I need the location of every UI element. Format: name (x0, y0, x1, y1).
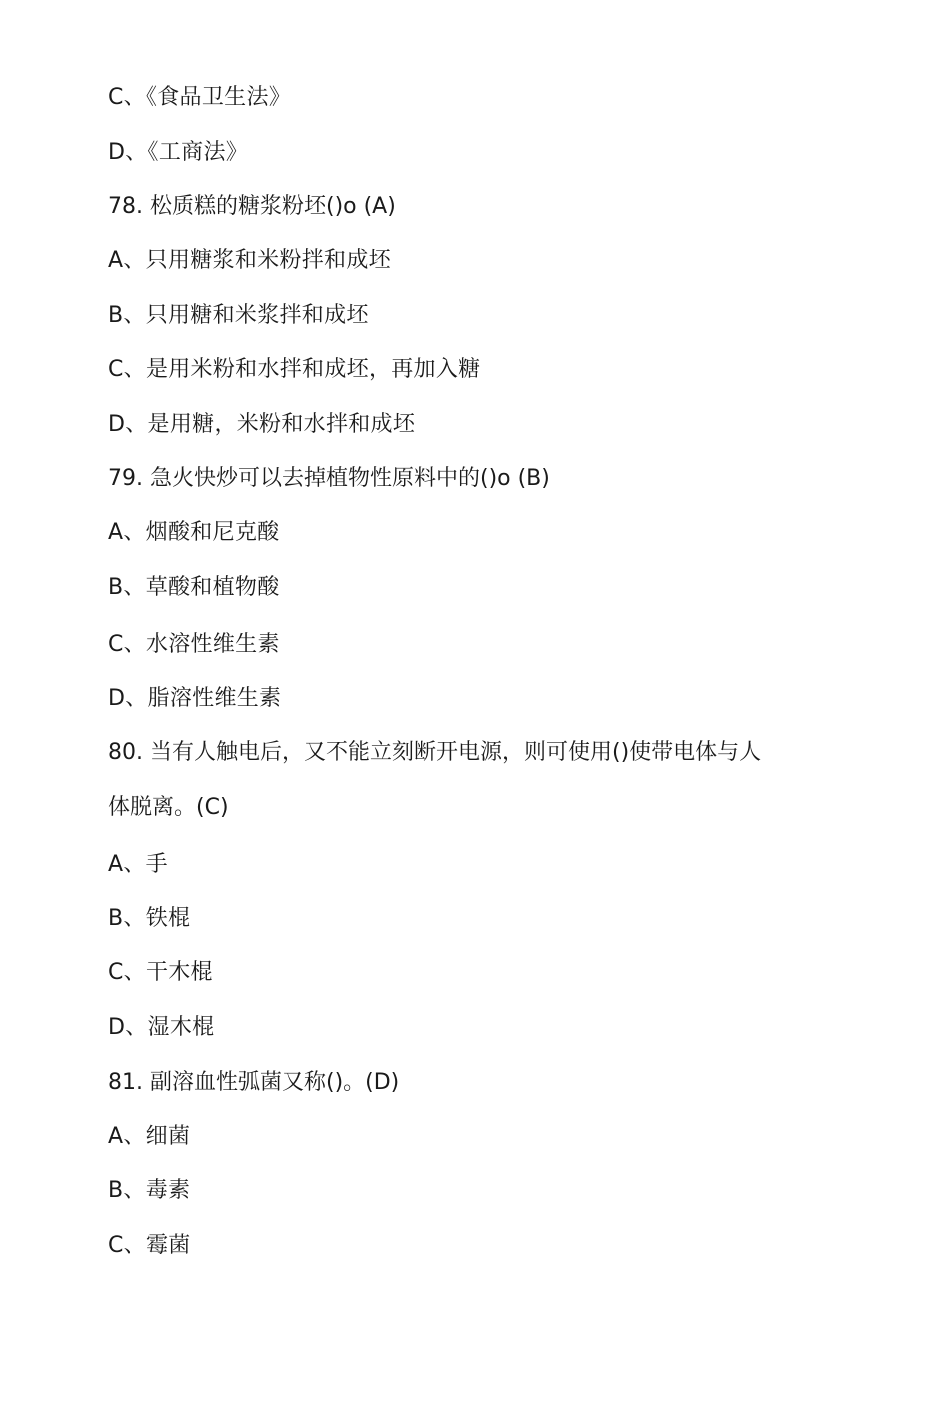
option-b-q79: B、草酸和植物酸 (108, 575, 280, 600)
question-80-continued: 体脱离。(C) (108, 795, 229, 820)
question-79: 79. 急火快炒可以去掉植物性原料中的()o (B) (108, 466, 550, 491)
option-c-q80: C、干木棍 (108, 960, 213, 985)
option-c-q78: C、是用米粉和水拌和成坯，再加入糖 (108, 357, 481, 382)
option-c-q81: C、霉菌 (108, 1233, 191, 1258)
option-a-q79: A、烟酸和尼克酸 (108, 520, 280, 545)
question-78: 78. 松质糕的糖浆粉坯()o (A) (108, 194, 396, 219)
option-a-q78: A、只用糖浆和米粉拌和成坯 (108, 248, 391, 273)
option-d-q79: D、脂溶性维生素 (108, 686, 282, 711)
option-d-q80: D、湿木棍 (108, 1015, 215, 1040)
question-80: 80. 当有人触电后，又不能立刻断开电源，则可使用()使带电体与人 (108, 740, 762, 765)
question-81: 81. 副溶血性弧菌又称()。(D) (108, 1070, 400, 1095)
option-a-q80: A、手 (108, 852, 168, 877)
option-d-q77: D、《工商法》 (108, 140, 249, 165)
option-b-q80: B、铁棍 (108, 906, 191, 931)
option-c-q77: C、《食品卫生法》 (108, 85, 292, 110)
option-b-q81: B、毒素 (108, 1178, 191, 1203)
option-b-q78: B、只用糖和米浆拌和成坯 (108, 303, 369, 328)
option-d-q78: D、是用糖，米粉和水拌和成坯 (108, 412, 416, 437)
option-a-q81: A、细菌 (108, 1124, 191, 1149)
option-c-q79: C、水溶性维生素 (108, 632, 280, 657)
